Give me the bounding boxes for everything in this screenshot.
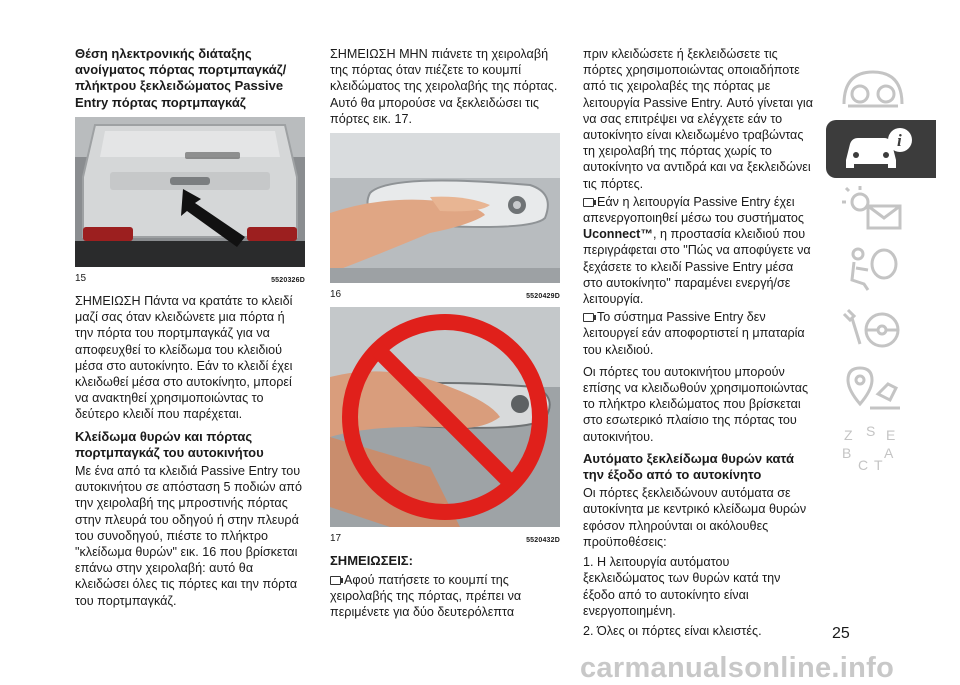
note-icon [330, 576, 341, 585]
body-paragraph: πριν κλειδώσετε ή ξεκλειδώσετε τις πόρτες χρησιμοποιώντας οποιαδήποτε από τις χειρολαβές της πόρτας με λειτουργία Passive Entry. Αυτό γίνεται για να σας επιτρέψει να ελέγχετε εάν το αυτοκίνητο είναι κλειδωμένο τραβώντας τη χειρολαβή της πόρτας χωρίς το αυτοκίνητο να αντιδρά και να ξεκλειδώνει τις πόρτες. [583, 47, 814, 191]
svg-text:i: i [897, 131, 902, 150]
figure-code: 5520429D [526, 293, 560, 301]
section-heading: Αυτόματο ξεκλείδωμα θυρών κατά την έξοδο από το αυτοκίνητο [583, 450, 794, 483]
section-heading-2: Κλείδωμα θυρών και πόρτας πορτμπαγκάζ του αυτοκινήτου [75, 428, 264, 460]
figure-caption [75, 273, 305, 287]
tab-airbag[interactable] [826, 240, 922, 298]
figure-number: 17 [330, 533, 342, 545]
tab-dashboard[interactable] [826, 60, 922, 118]
tab-index[interactable] [826, 420, 922, 478]
list-item: 2. Όλες οι πόρτες είναι κλειστές. [583, 623, 762, 638]
note-item [583, 309, 813, 358]
figure-16 [330, 133, 560, 303]
note-text: Αφού πατήσετε το κουμπί της χειρολαβής της πόρτας, πρέπει να περιμένετε για δύο δευτερόλεπτα [330, 572, 522, 620]
note-paragraph: ΣΗΜΕΙΩΣΗ ΜΗΝ πιάνετε τη χειρολαβή της πόρτας όταν πιέζετε το κουμπί κλειδώματος της χειρολαβής της πόρτας. Αυτό θα μπορούσε να ξεκλειδώσει τις πόρτες εικ. 17. [330, 47, 558, 126]
figure-code: 5520326D [271, 277, 305, 285]
footer-watermark: carmanualsonline.info [580, 652, 895, 684]
column-1 [75, 46, 305, 611]
note-text: Το σύστημα Passive Entry δεν λειτουργεί εάν αποφορτιστεί η μπαταρία του κλειδιού. [583, 310, 805, 357]
airbag-icon [840, 244, 906, 294]
tab-breakdown[interactable] [826, 360, 922, 418]
svg-text:Z: Z [844, 427, 853, 443]
tab-car-info[interactable] [826, 120, 936, 178]
tab-steering-wrench[interactable] [826, 300, 922, 358]
tab-lights-mail[interactable] [826, 180, 922, 238]
figure-15 [75, 117, 305, 287]
page-number: 25 [832, 625, 850, 642]
body-paragraph: Οι πόρτες ξεκλειδώνουν αυτόματα σε αυτοκίνητα με κεντρικό κλείδωμα θυρών εφόσον πληρούνται οι ακόλουθες προϋποθέσεις: [583, 486, 807, 549]
lights-mail-icon [840, 184, 906, 234]
tailgate-photo [75, 117, 305, 267]
svg-text:C: C [858, 457, 869, 473]
column-3 [583, 46, 813, 641]
notes-heading: ΣΗΜΕΙΩΣΕΙΣ: [330, 553, 413, 569]
chapter-sidebar [826, 60, 922, 480]
note-item [583, 194, 813, 307]
steering-wrench-icon [840, 304, 906, 354]
figure-caption [330, 533, 560, 547]
note-text-prefix: Εάν η λειτουργία Passive Entry έχει απενεργοποιηθεί μέσω του συστήματος [583, 194, 804, 226]
figure-caption [330, 289, 560, 303]
door-handle-press-photo [330, 133, 560, 283]
svg-text:E: E [886, 427, 896, 443]
svg-text:T: T [874, 457, 883, 473]
body-paragraph: Με ένα από τα κλειδιά Passive Entry του αυτοκινήτου σε απόσταση 5 ποδιών από την χειρολαβή της μπροστινής πόρτας στην πλευρά του οδηγού ή στην πλευρά του συνοδηγού, πιέστε το πλήκτρο "κλείδωμα θυρών" εικ. 16 που βρίσκεται επάνω στην χειρολαβή: αυτό θα κλειδώσει όλες τις πόρτες και την πόρτα του πορτμπαγκάζ. [75, 464, 302, 608]
section-heading: Θέση ηλεκτρονικής διάταξης ανοίγματος πόρτας πορτμπαγκάζ/πλήκτρου ξεκλειδώματος Passive Entry πόρτας πορτμπαγκάζ [75, 46, 287, 110]
svg-text:S: S [866, 424, 876, 439]
note-icon [583, 313, 594, 322]
breakdown-icon [840, 364, 906, 414]
column-2 [330, 46, 560, 622]
dashboard-icon [840, 64, 906, 114]
figure-17 [330, 307, 560, 547]
note-paragraph: ΣΗΜΕΙΩΣΗ Πάντα να κρατάτε το κλειδί μαζί σας όταν κλειδώνετε μια πόρτα ή την πόρτα του πορτμπαγκάζ για να αποφευχθεί το κλείδωμα του κλειδιού μέσα στο αυτοκίνητο. Εάν το κλειδί έχει κλειδωθεί μέσα στο αυτοκίνητο, μπορεί να ανακτηθεί χρησιμοποιώντας το δεύτερο κλειδί που παρέχεται. [75, 294, 293, 422]
car-info-icon [840, 124, 916, 174]
note-icon [583, 198, 594, 207]
figure-number: 15 [75, 273, 87, 285]
list-item: 1. Η λειτουργία αυτόματου ξεκλειδώματος των θυρών κατά την έξοδο από το αυτοκίνητο είναι ενεργοποιημένη. [583, 555, 781, 618]
note-text-suffix: , η προστασία κλειδιού που περιγράφεται στο "Πώς να αποφύγετε να ξεχάσετε το κλειδί Passive Entry μέσα στο αυτοκίνητο" παραμένει ενεργή/σε λειτουργία. [583, 227, 811, 307]
figure-code: 5520432D [526, 537, 560, 545]
index-icon [840, 424, 906, 474]
figure-number: 16 [330, 289, 342, 301]
note-item [330, 572, 560, 621]
svg-text:B: B [842, 445, 852, 461]
svg-text:A: A [884, 445, 894, 461]
body-paragraph: Οι πόρτες του αυτοκινήτου μπορούν επίσης να κλειδωθούν χρησιμοποιώντας το πλήκτρο κλειδώματος που βρίσκεται στο εσωτερικό πλαίσιο της πόρτας του αυτοκινήτου. [583, 364, 809, 444]
prohibited-grip-photo [330, 307, 560, 527]
note-text-bold: Uconnect™ [583, 227, 653, 242]
